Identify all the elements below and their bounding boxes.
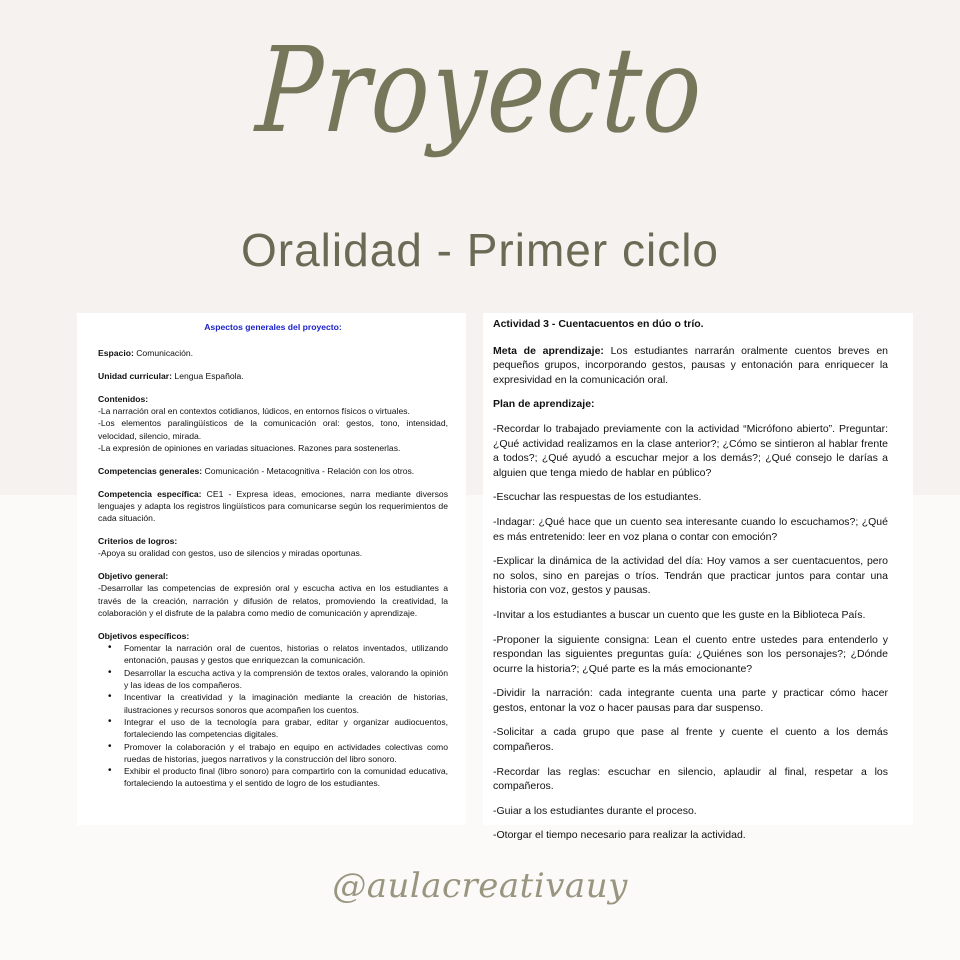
meta-row — [493, 344, 888, 388]
list-item: • Exhibir el producto final (libro sonoro) para compartirlo con la comunidad educativa, fortaleciendo la autoestima y el sentido de logro de los estudiantes. — [124, 765, 448, 790]
competencias-label: Competencias generales: — [98, 465, 203, 476]
contenidos-label: Contenidos: — [98, 393, 149, 404]
especificos-label: Objetivos específicos: — [98, 630, 190, 641]
competencias-row — [98, 465, 448, 477]
meta-label: Meta de aprendizaje: — [493, 344, 604, 357]
espacio-value: Comunicación. — [133, 348, 194, 359]
contenido-item: -La narración oral en contextos cotidianos, lúdicos, en entornos físicos o virtuales. — [98, 406, 410, 417]
competencias-value: Comunicación - Metacognitiva - Relación con los otros. — [202, 465, 415, 476]
activity-title: Actividad 3 - Cuentacuentos en dúo o trío. — [493, 318, 704, 330]
plan-step: -Indagar: ¿Qué hace que un cuento sea interesante cuando lo escuchamos?; ¿Qué es más entretenido: leer en voz plana o contar con emoción? — [493, 515, 888, 543]
page-subtitle: Oralidad - Primer ciclo — [241, 224, 719, 276]
contenidos-block — [98, 393, 448, 454]
especificos-list — [98, 642, 448, 790]
plan-step: -Explicar la dinámica de la actividad del día: Hoy vamos a ser cuentacuentos, pero no solos, sino en parejas o tríos. Tendrán que practicar juntos para contar una historia con voz, gestos y pausas. — [493, 555, 888, 597]
unidad-value: Lengua Española. — [172, 371, 244, 382]
page-title: Proyecto — [253, 21, 707, 159]
especifica-label: Competencia específica: — [98, 488, 202, 499]
unidad-row — [98, 370, 448, 382]
plan-step: -Dividir la narración: cada integrante cuenta una parte y practicar cómo hacer gestos, entonar la voz o hacer pausas para dar suspenso. — [493, 687, 888, 714]
plan-step: -Recordar las reglas: escuchar en silencio, aplaudir al final, respetar a los compañeros. — [493, 765, 888, 793]
list-item: • Integrar el uso de la tecnología para grabar, editar y organizar audiocuentos, fortaleciendo las competencias digitales. — [124, 716, 448, 741]
criterios-label: Criterios de logros: — [98, 536, 178, 547]
objetivo-block — [98, 570, 448, 619]
list-item: • Promover la colaboración y el trabajo en equipo en actividades colectivas como ruedas de historias, juegos narrativos y la construcción del libro sonoro. — [124, 741, 448, 766]
plan-step: -Escuchar las respuestas de los estudiantes. — [493, 491, 702, 504]
criterios-block — [98, 535, 448, 560]
list-item: • Fomentar la narración oral de cuentos, historias o relatos inventados, utilizando entonación, pausas y gestos que enriquezcan la comunicación. — [124, 642, 448, 667]
plan-step: -Recordar lo trabajado previamente con la actividad “Micrófono abierto”. Preguntar: ¿Qué actividad realizamos en la clase anterior?; ¿Cómo se sintieron al hablar frente a todos?; ¿Qué ayudó a escuchar mejor a los demás?; ¿Qué consejo le darías a alguien que tenga miedo de hablar en público? — [493, 422, 888, 479]
unidad-label: Unidad curricular: — [98, 371, 173, 382]
plan-step: -Invitar a los estudiantes a buscar un cuento que les guste en la Biblioteca País. — [493, 608, 866, 621]
objetivo-label: Objetivo general: — [98, 571, 169, 582]
especifica-value: CE1 - Expresa ideas, emociones, narra mediante diversos lenguajes y adapta los registros lingüísticos para comunicarse según los requerimientos de cada situación. — [98, 488, 449, 524]
document-page-left — [77, 313, 466, 825]
plan-step: -Otorgar el tiempo necesario para realizar la actividad. — [493, 829, 746, 842]
criterios-value: -Apoya su oralidad con gestos, uso de silencios y miradas oportunas. — [98, 548, 363, 559]
plan-label: Plan de aprendizaje: — [493, 398, 595, 411]
document-page-right — [483, 313, 913, 842]
plan-step: -Solicitar a cada grupo que pase al frente y cuente el cuento a los demás compañeros. — [493, 726, 888, 754]
list-item: • Desarrollar la escucha activa y la comprensión de textos orales, valorando la opinión y las ideas de los compañeros. — [124, 667, 448, 692]
objetivo-value: -Desarrollar las competencias de expresión oral y escucha activa en los estudiantes a través de la creación, narración y difusión de relatos, promoviendo la creatividad, la colaboración y el disfrute de la palabra como medio de comunicación y aprendizaje. — [98, 583, 448, 619]
meta-value: Los estudiantes narrarán oralmente cuentos breves en pequeños grupos, incorporando gestos, pausas y entonación para enriquecer la expresividad en la comunicación oral. — [493, 344, 888, 386]
plan-step: -Proponer la siguiente consigna: Lean el cuento entre ustedes para entenderlo y respondan las siguientes preguntas guía: ¿Quiénes son los personajes?; ¿Dónde ocurre la historia?; ¿Qué parte es la más emocionante? — [493, 633, 888, 675]
espacio-row — [98, 347, 448, 359]
espacio-label: Espacio: — [98, 348, 134, 359]
contenido-item: -Los elementos paralingüísticos de la comunicación oral: gestos, tono, intensidad, velocidad, silencio, mirada. — [98, 418, 448, 441]
list-item: • Incentivar la creatividad y la imaginación mediante la creación de historias, ilustraciones y recursos sonoros que acompañen los cuentos. — [124, 691, 448, 716]
doc-heading: Aspectos generales del proyecto: — [204, 322, 342, 332]
plan-step: -Guiar a los estudiantes durante el proceso. — [493, 804, 697, 817]
especifica-row — [98, 488, 448, 525]
contenido-item: -La expresión de opiniones en variadas situaciones. Razones para sostenerlas. — [98, 443, 401, 454]
social-handle: @aulacreativauy — [332, 866, 628, 906]
